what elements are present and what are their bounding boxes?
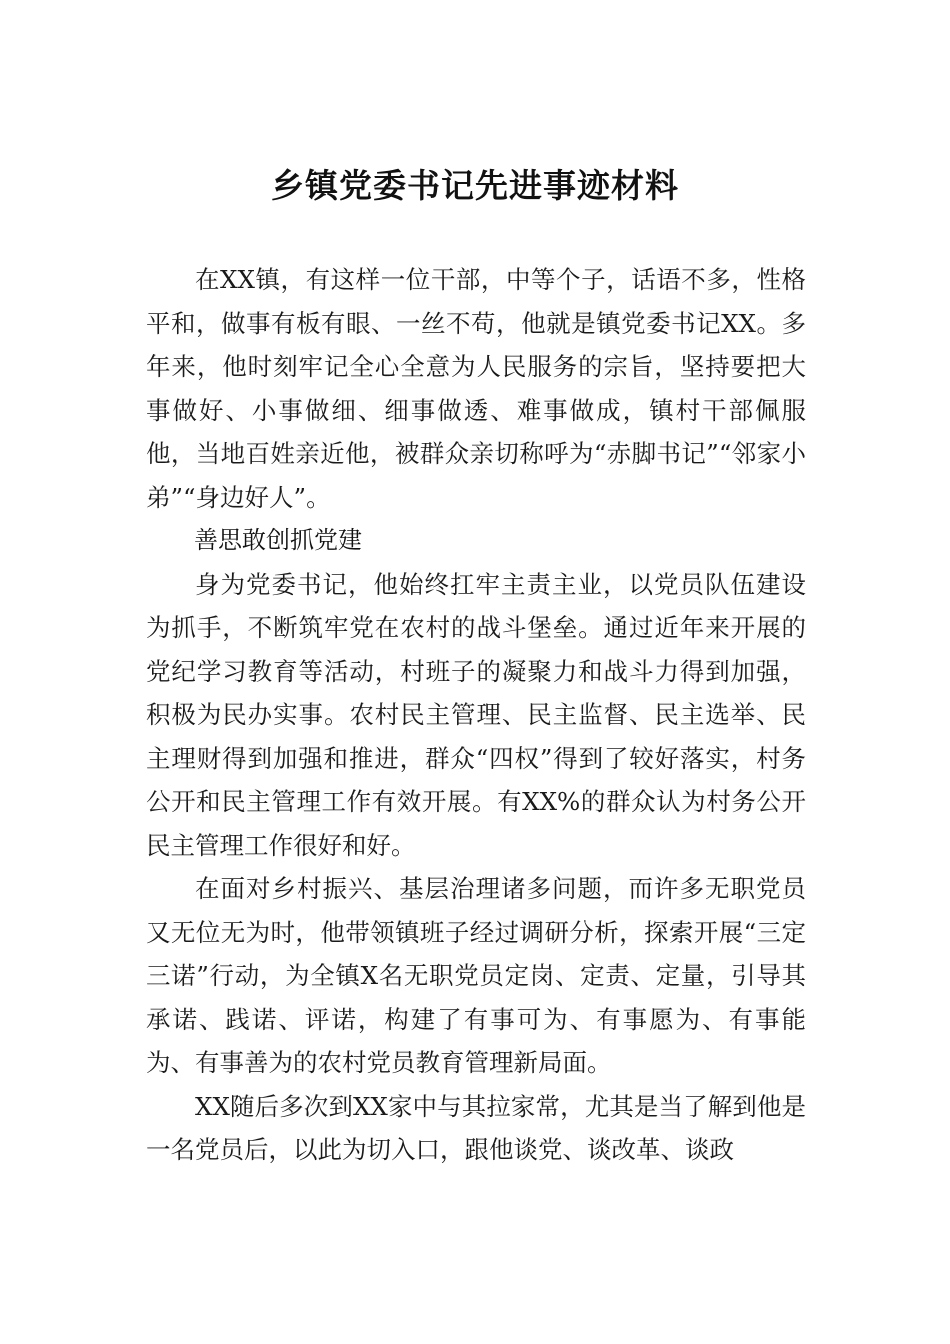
document-title: 乡镇党委书记先进事迹材料 [271, 166, 679, 205]
paragraph-three-commitments: 在面对乡村振兴、基层治理诸多问题，而许多无职党员又无位无为时，他带领镇班子经过调研分析，探索开展“三定三诺”行动，为全镇X名无职党员定岗、定责、定量，引导其承诺、践诺、评诺，构建了有事可为、有事愿为、有事能为、有事善为的农村党员教育管理新局面。 [146, 874, 806, 1077]
paragraph-home-visit: XX随后多次到XX家中与其拉家常，尤其是当了解到他是一名党员后，以此为切入口，跟他谈党、谈改革、谈政 [146, 1091, 806, 1164]
paragraph-intro: 在XX镇，有这样一位干部，中等个子，话语不多，性格平和，做事有板有眼、一丝不苟，他就是镇党委书记XX。多年来，他时刻牢记全心全意为人民服务的宗旨，坚持要把大事做好、小事做细、细事做透、难事做成，镇村干部佩服他，当地百姓亲近他，被群众亲切称呼为“赤脚书记”“邻家小弟”“身边好人”。 [146, 265, 806, 512]
section-heading: 善思敢创抓党建 [194, 526, 362, 554]
paragraph-party-building: 身为党委书记，他始终扛牢主责主业，以党员队伍建设为抓手，不断筑牢党在农村的战斗堡垒。通过近年来开展的党纪学习教育等活动，村班子的凝聚力和战斗力得到加强，积极为民办实事。农村民主管理、民主监督、民主选举、民主理财得到加强和推进，群众“四权”得到了较好落实，村务公开和民主管理工作有效开展。有XX%的群众认为村务公开民主管理工作很好和好。 [146, 569, 806, 860]
document-body [146, 258, 806, 1172]
